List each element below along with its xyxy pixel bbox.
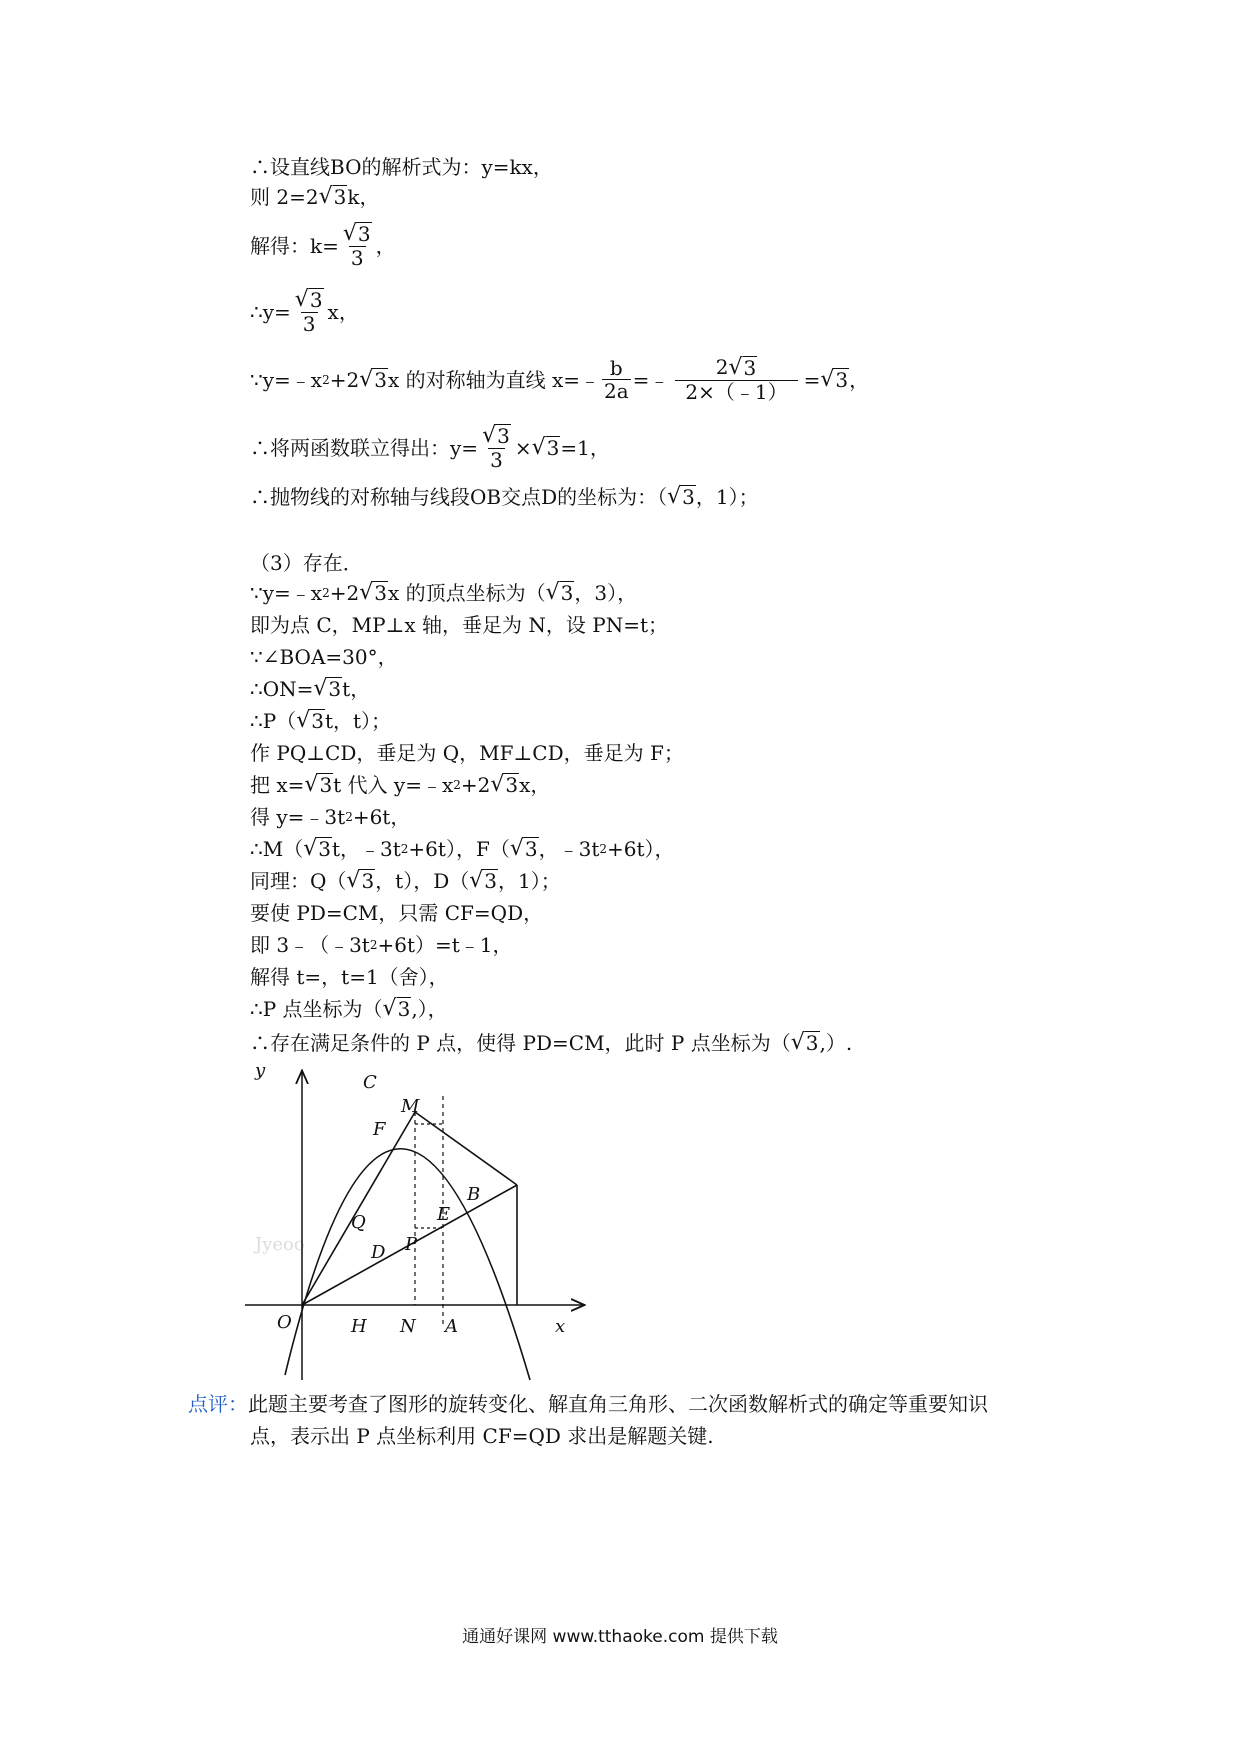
solution-line: 作 PQ⊥CD，垂足为 Q，MF⊥CD，垂足为 F； [250,741,684,765]
solution-line: 得 y=﹣3t 2 +6t， [250,805,411,829]
parabola-curve [285,1149,530,1380]
solution-line: （3）存在． [250,551,363,575]
solution-line: ∴ON= √ 3 t， [250,676,371,701]
solution-line: ∴P 点坐标为（ √ 3 ,）， [250,996,448,1021]
solution-line: 要使 PD=CM，只需 CF=QD， [250,901,544,925]
review-text-cont: 点，表示出 P 点坐标利用 CF=QD 求出是解题关键. [250,1424,714,1448]
label-n: N [400,1316,416,1337]
label-f: F [373,1119,386,1140]
fraction: 2 √ 3 2×（﹣1） [675,356,797,403]
label-h: H [351,1316,367,1337]
sqrt: √ 3 [318,184,347,209]
solution-line: ∴y= √ 3 3 x， [250,287,359,336]
segment-oc [302,1112,415,1305]
parabola-figure [245,1060,595,1390]
review-text: 此题主要考查了图形的旋转变化、解直角三角形、二次函数解析式的确定等重要知识 [248,1392,988,1416]
label-q: Q [351,1212,366,1233]
label-m: M [401,1096,420,1117]
label-c: C [363,1072,377,1093]
solution-line: ∵∠BOA=30°， [250,645,398,669]
solution-line: 同理：Q（ √ 3 ，t），D（ √ 3 ，1）； [250,868,561,893]
watermark: Jyeoo [255,1234,305,1255]
fraction: √ 3 3 [294,287,323,336]
label-e: E [437,1204,451,1225]
review-label: 点评： [188,1392,248,1416]
fraction: √ 3 3 [342,221,371,270]
label-b: B [467,1184,481,1205]
solution-line: 把 x= √ 3 t 代入 y=﹣x 2 +2 √ 3 x， [250,772,551,797]
solution-line: ∴P（ √ 3 t，t）； [250,708,392,733]
solution-line: ∴M（ √ 3 t，﹣3t 2 +6t），F（ √ 3 ，﹣3t 2 +6t）， [250,836,675,861]
fraction: √ 3 3 [482,423,510,472]
solution-line: 解得 t=，t=1（舍）， [250,965,449,989]
label-a: A [445,1316,458,1337]
label-x: x [555,1316,566,1337]
solution-line: 即为点 C，MP⊥x 轴，垂足为 N，设 PN=t； [250,613,669,637]
solution-line: 即 3﹣（﹣3t 2 +6t）=t﹣1， [250,933,513,957]
label-o: O [277,1312,292,1333]
solution-line: 则 2=2 √ 3 k， [250,184,380,209]
label-y: y [255,1060,266,1081]
label-p: P [405,1234,418,1255]
fraction: $\frac{b}{2a}$ [603,356,629,403]
solution-line: 解得：k= √ 3 3 ， [250,221,396,270]
solution-line: ∴设直线BO的解析式为：y=kx， [250,155,553,179]
page-footer: 通通好课网 www.tthaoke.com 提供下载 [462,1627,778,1647]
solution-line: ∴将两函数联立得出：y= √ 3 3 × √ 3 =1， [250,423,610,472]
solution-line: ∵y=﹣x 2 +2 √ 3 x 的顶点坐标为（ √ 3 ，3）， [250,580,638,605]
solution-line: ∴存在满足条件的 P 点，使得 PD=CM，此时 P 点坐标为（ √ 3 ,）. [250,1030,853,1055]
segment-cb [415,1112,517,1185]
solution-line: ∴抛物线的对称轴与线段OB交点D的坐标为：（ √ 3 ，1）； [250,484,759,509]
label-d: D [371,1242,386,1263]
solution-line: ∵y=﹣x 2 +2 √ 3 x 的对称轴为直线 x=﹣ $\frac{b}{2a}$ =﹣ 2 √ 3 2×（﹣1） = √ 3 ， [250,355,870,404]
review-block [188,1388,1068,1452]
